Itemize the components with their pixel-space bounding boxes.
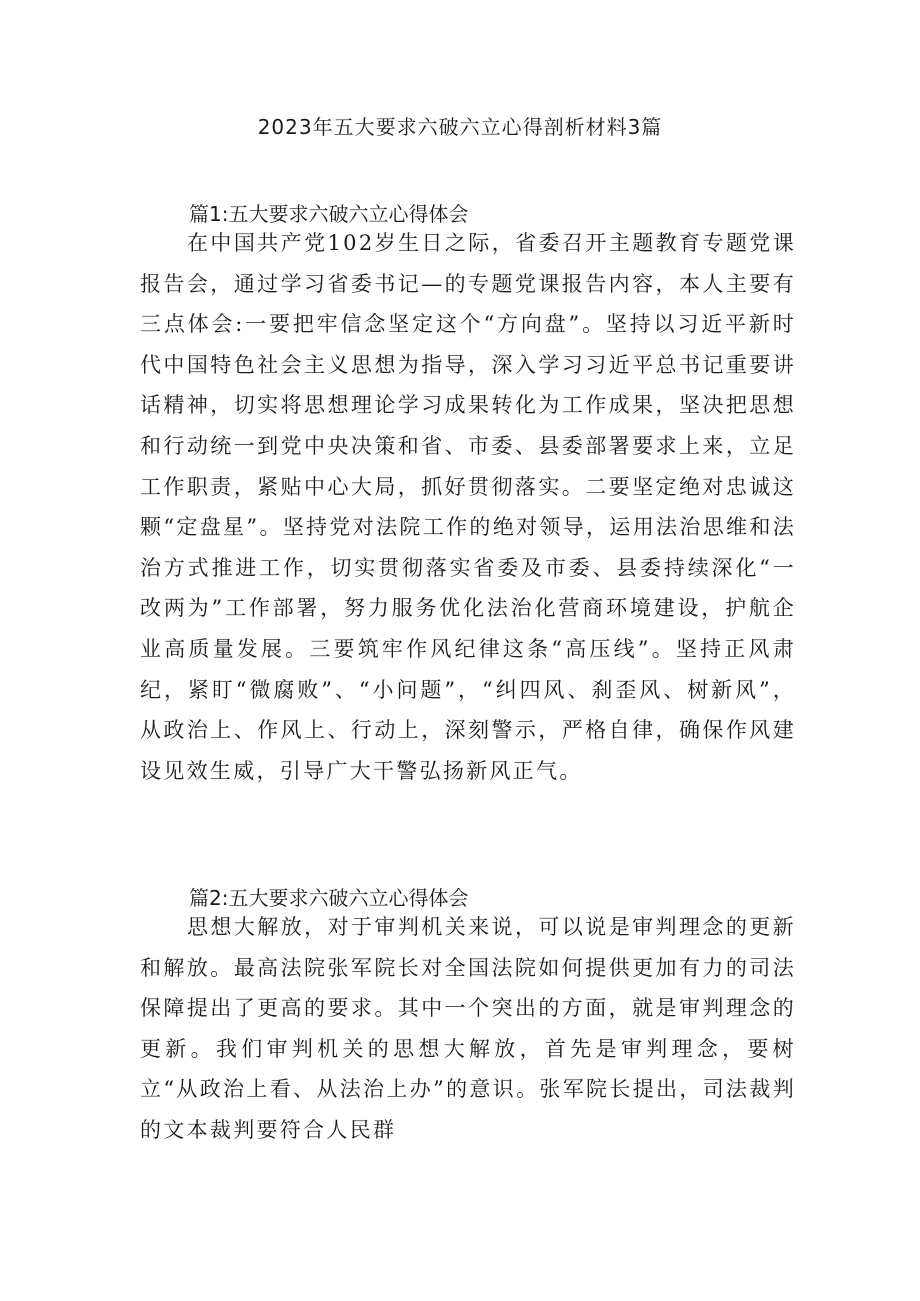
section-1-heading: 篇1:五大要求六破六立心得体会 [189,202,469,226]
section-2-paragraph: 思想大解放，对于审判机关来说，可以说是审判理念的更新和解放。最高法院张军院长对全国法院如何提供更加有力的司法保障提出了更高的要求。其中一个突出的方面，就是审判理念的更新。我们审判机关的思想大解放，首先是审判理念，要树立“从政治上看、从法治上办”的意识。张军院长提出，司法裁判的文本裁判要符合人民群 [140,915,796,1142]
section-2-heading: 篇2:五大要求六破六立心得体会 [189,886,469,910]
document-title: 2023年五大要求六破六立心得剖析材料3篇 [257,115,663,139]
section-1-paragraph: 在中国共产党102岁生日之际，省委召开主题教育专题党课报告会，通过学习省委书记—的专题党课报告内容，本人主要有三点体会:一要把牢信念坚定这个“方向盘”。坚持以习近平新时代中国特色社会主义思想为指导，深入学习习近平总书记重要讲话精神，切实将思想理论学习成果转化为工作成果，坚决把思想和行动统一到党中央决策和省、市委、县委部署要求上来，立足工作职责，紧贴中心大局，抓好贯彻落实。二要坚定绝对忠诚这颗“定盘星”。坚持党对法院工作的绝对领导，运用法治思维和法治方式推进工作，切实贯彻落实省委及市委、县委持续深化“一改两为”工作部署，努力服务优化法治化营商环境建设，护航企业高质量发展。三要筑牢作风纪律这条“高压线”。坚持正风肃纪，紧盯“微腐败”、“小问题”，“纠四风、刹歪风、树新风”，从政治上、作风上、行动上，深刻警示，严格自律，确保作风建设见效生威，引导广大干警弘扬新风正气。 [140,231,796,783]
